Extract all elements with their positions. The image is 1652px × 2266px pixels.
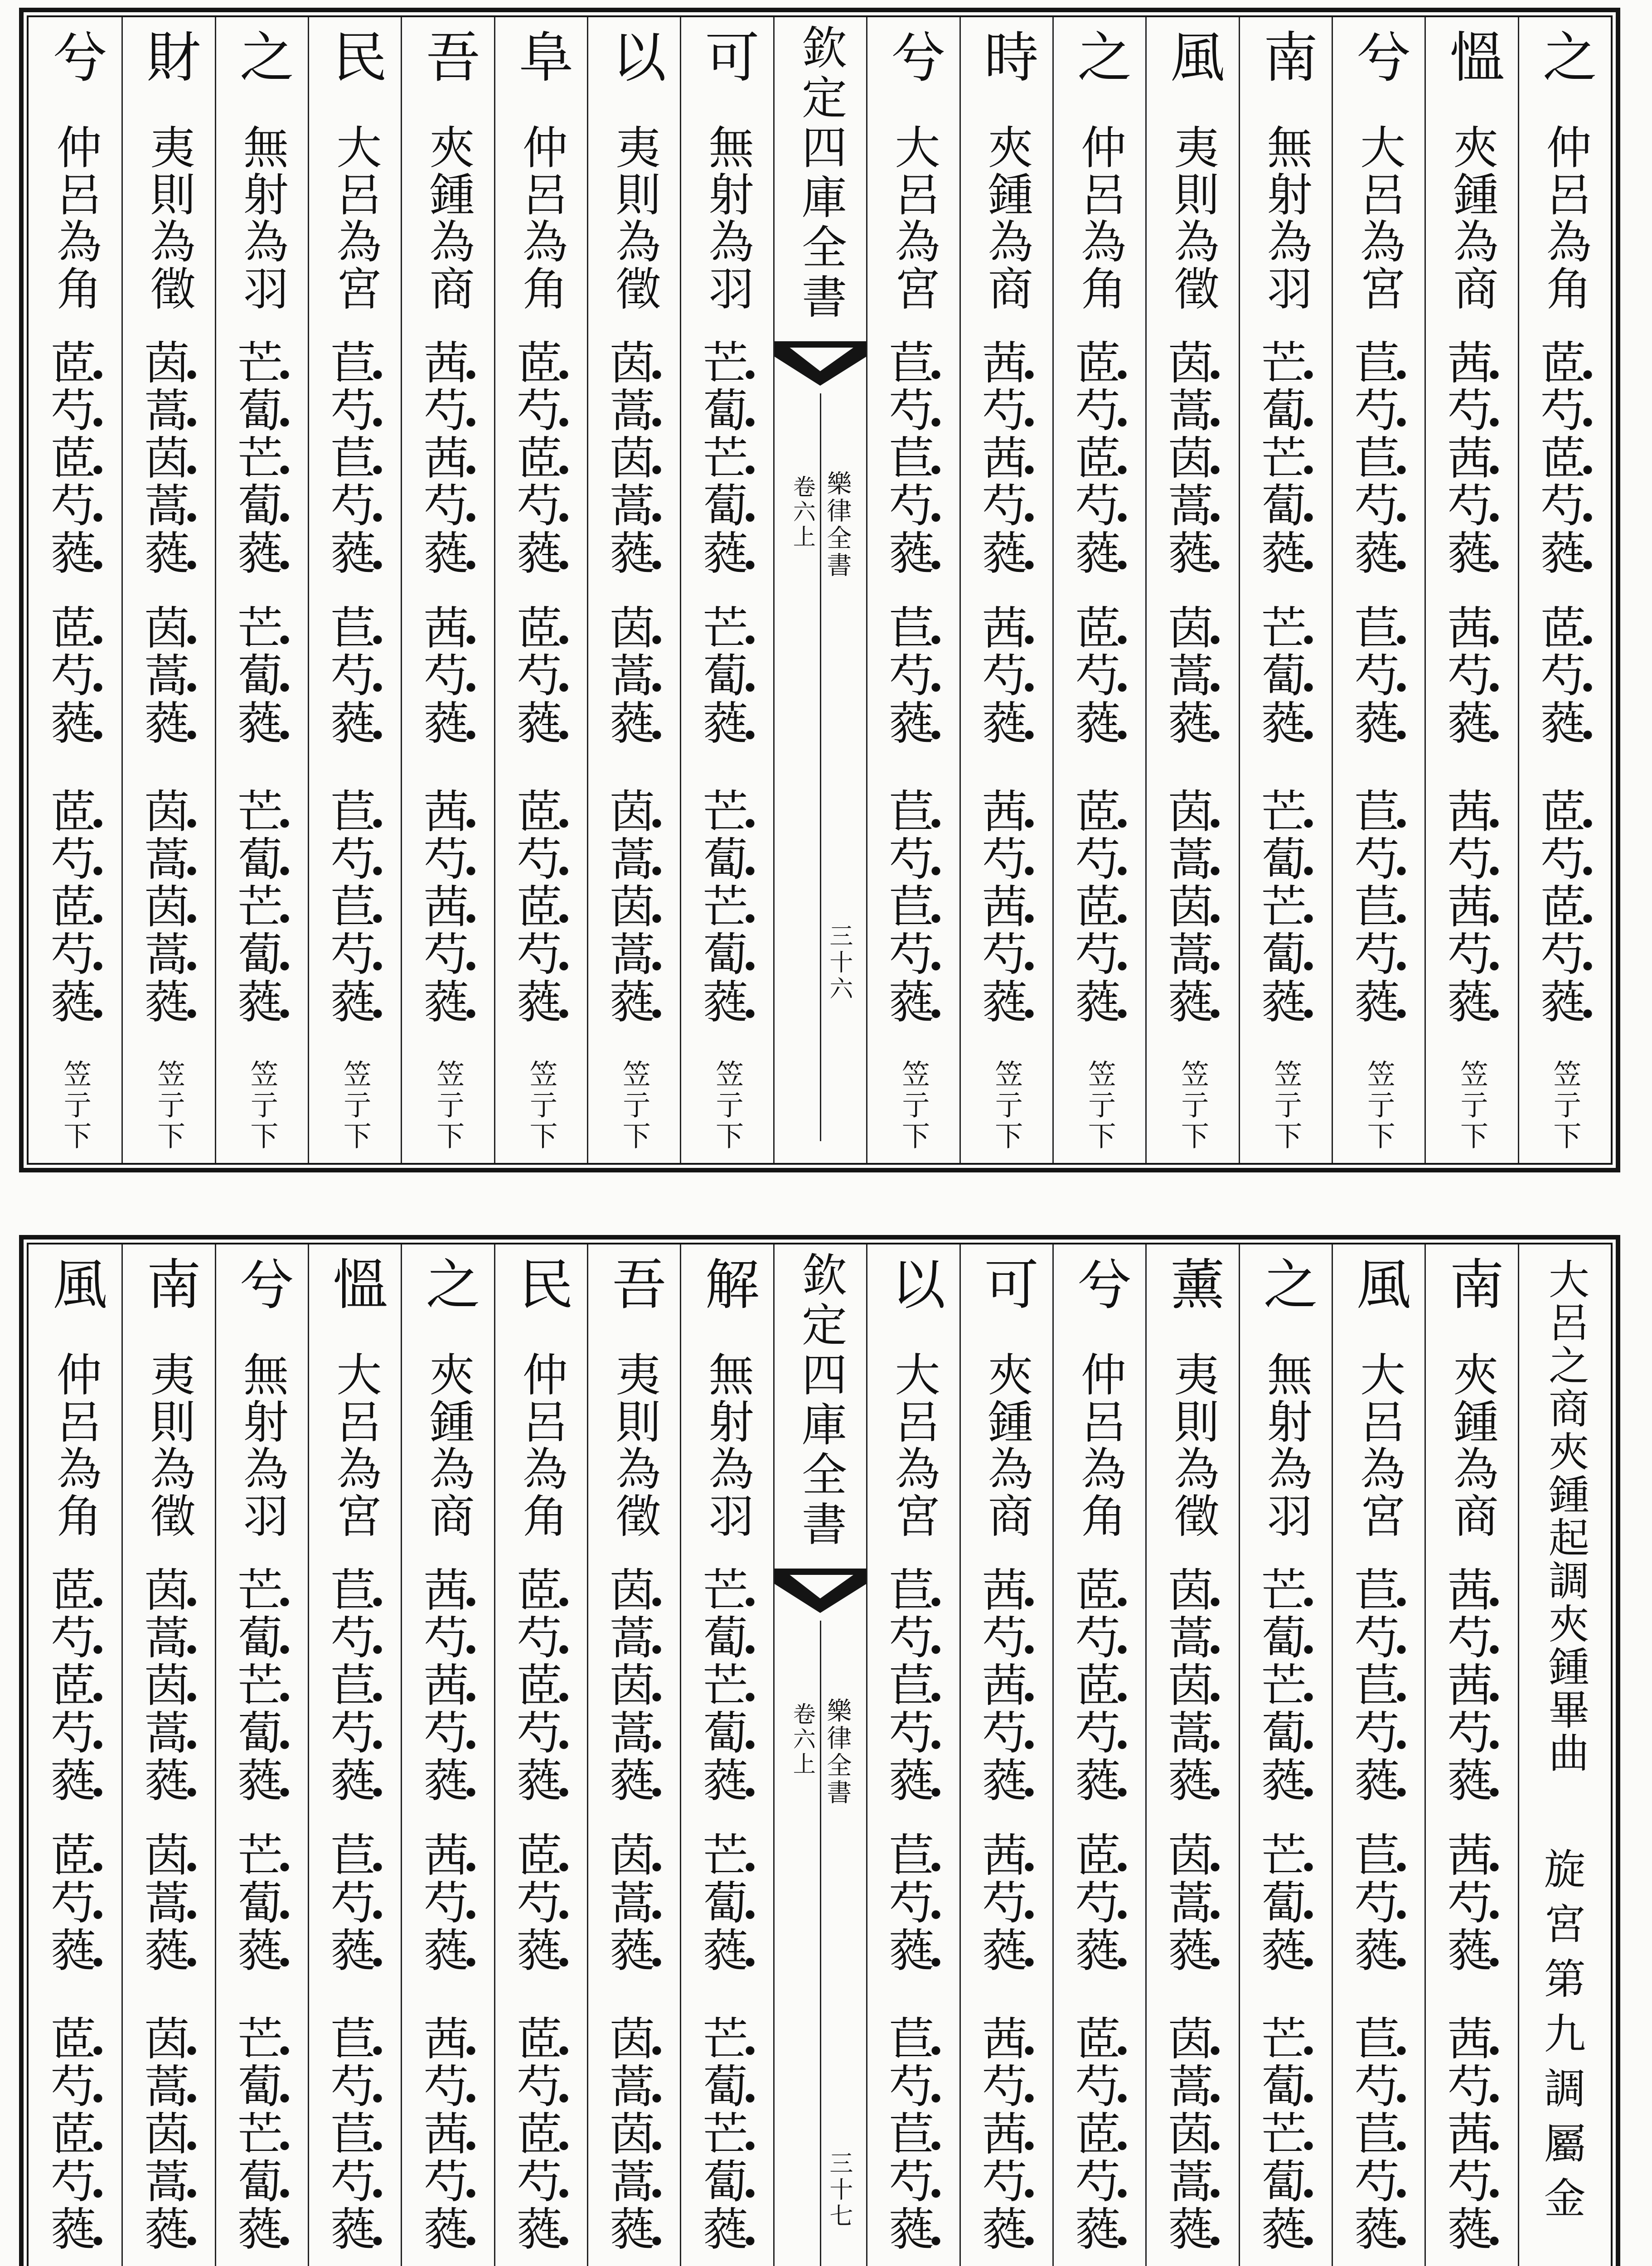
- notation-group: 芒蔔蕤: [233, 1831, 291, 1974]
- lyric-character: 兮: [1347, 29, 1411, 83]
- notation-group: 茝芍茝芍蕤: [513, 339, 570, 577]
- mode-label: 無射為羽: [701, 1351, 754, 1540]
- notation-footer: 笠亍下: [1176, 1060, 1210, 1152]
- lyric-character: 南: [1440, 1256, 1504, 1310]
- lyric-column: [1518, 17, 1611, 1163]
- notation-group: 苣芍苣芍蕤: [326, 788, 383, 1026]
- lyric-column: [1052, 1244, 1145, 2266]
- notation-group: 苣芍蕤: [1350, 1831, 1407, 1974]
- page-center-column: [773, 1244, 866, 2266]
- lyric-character: 兮: [882, 29, 945, 83]
- lyric-column: [1424, 1244, 1517, 2266]
- lyric-column: [215, 1244, 308, 2266]
- notation-group: 茝芍茝芍蕤: [47, 1566, 104, 1804]
- mode-label: 夷則為徵: [142, 124, 196, 312]
- mode-label: 仲呂為角: [48, 1351, 102, 1540]
- mode-heading-subtitle: 旋宮第九調屬金: [1537, 1847, 1586, 2231]
- mode-label: 無射為羽: [235, 1351, 289, 1540]
- column-grid: [29, 17, 1611, 1163]
- notation-group: 茵蒿蕤: [1164, 1831, 1221, 1974]
- lyric-column: [401, 1244, 494, 2266]
- mode-label: 夾鍾為商: [421, 124, 475, 312]
- mode-label: 無射為羽: [235, 124, 289, 312]
- lyric-column: [494, 1244, 587, 2266]
- mode-heading-column: [1518, 1244, 1611, 2266]
- lyric-character: 之: [1254, 1256, 1318, 1310]
- notation-group: 苣芍蕤: [885, 604, 942, 747]
- mode-label: 大呂為宮: [1352, 124, 1406, 312]
- notation-group: 苣芍苣芍蕤: [326, 2015, 383, 2253]
- lyric-character: 民: [324, 29, 387, 83]
- lyric-column: [401, 17, 494, 1163]
- notation-group: 苣芍苣芍蕤: [885, 788, 942, 1026]
- notation-footer: 笠亍下: [1362, 1060, 1396, 1152]
- volume-label: 卷六上: [789, 475, 816, 550]
- lyric-column: [29, 17, 121, 1163]
- notation-group: 茜芍蕤: [1443, 1831, 1500, 1974]
- folio-number: 三十六: [825, 924, 853, 1002]
- notation-group: 芒蔔芒蔔蕤: [699, 339, 756, 577]
- lyric-column: [1239, 17, 1332, 1163]
- mode-label: 仲呂為角: [514, 1351, 568, 1540]
- notation-group: 茵蒿蕤: [140, 604, 198, 747]
- lyric-column: [29, 1244, 121, 2266]
- notation-group: 苣芍苣芍蕤: [1350, 2015, 1407, 2253]
- notation-group: 茜芍蕤: [978, 604, 1035, 747]
- notation-footer: 笠亍下: [1455, 1060, 1489, 1152]
- notation-group: 茵蒿茵蒿蕤: [606, 2015, 663, 2253]
- notation-group: 苣芍蕤: [326, 1831, 383, 1974]
- notation-group: 茜芍茜芍蕤: [420, 2015, 477, 2253]
- fishtail-mark: [775, 341, 866, 387]
- notation-group: 茝芍蕤: [1536, 604, 1594, 747]
- notation-footer: 笠亍下: [618, 1060, 651, 1152]
- mode-label: 無射為羽: [1259, 124, 1313, 312]
- notation-group: 茜芍茜芍蕤: [420, 339, 477, 577]
- center-divider-line: [820, 393, 821, 1141]
- notation-group: 茜芍茜芍蕤: [1443, 2015, 1500, 2253]
- mode-label: 大呂為宮: [329, 1351, 382, 1540]
- notation-group: 芒蔔芒蔔蕤: [1257, 788, 1314, 1026]
- page-center-column: [773, 17, 866, 1163]
- mode-label: 大呂為宮: [329, 124, 382, 312]
- notation-group: 茜芍茜芍蕤: [978, 2015, 1035, 2253]
- lyric-character: 阜: [509, 29, 573, 83]
- book-series-title: 欽定四庫全書: [794, 1251, 847, 1550]
- mode-label: 大呂為宮: [887, 124, 940, 312]
- notation-group: 苣芍苣芍蕤: [326, 339, 383, 577]
- notation-footer: 笠亍下: [524, 1060, 558, 1152]
- lyric-character: 之: [1068, 29, 1132, 83]
- notation-group: 苣芍苣芍蕤: [1350, 1566, 1407, 1804]
- notation-group: 茝芍蕤: [47, 604, 104, 747]
- panel-inner-frame: [27, 1243, 1613, 2266]
- notation-group: 茝芍茝芍蕤: [513, 2015, 570, 2253]
- lyric-column: [959, 1244, 1052, 2266]
- mode-label: 夷則為徵: [1166, 1351, 1220, 1540]
- notation-group: 茝芍茝芍蕤: [47, 788, 104, 1026]
- lyric-character: 之: [230, 29, 294, 83]
- lyric-character: 民: [509, 1256, 573, 1310]
- lyric-character: 之: [1533, 29, 1597, 83]
- lyric-character: 南: [1254, 29, 1318, 83]
- notation-group: 茜芍蕤: [978, 1831, 1035, 1974]
- lyric-character: 慍: [1440, 29, 1504, 83]
- panel-inner-frame: [27, 15, 1613, 1165]
- notation-footer: 笠亍下: [431, 1060, 465, 1152]
- notation-group: 茝芍蕤: [1071, 1831, 1128, 1974]
- notation-group: 苣芍苣芍蕤: [885, 2015, 942, 2253]
- notation-group: 芒蔔蕤: [699, 604, 756, 747]
- lyric-character: 以: [882, 1256, 945, 1310]
- notation-group: 芒蔔芒蔔蕤: [233, 2015, 291, 2253]
- mode-label: 大呂為宮: [887, 1351, 940, 1540]
- notation-group: 茵蒿蕤: [140, 1831, 198, 1974]
- notation-group: 茝芍蕤: [47, 1831, 104, 1974]
- notation-footer: 笠亍下: [245, 1060, 279, 1152]
- lyric-column: [680, 1244, 773, 2266]
- lyric-column: [1239, 1244, 1332, 2266]
- notation-group: 芒蔔芒蔔蕤: [699, 1566, 756, 1804]
- notation-group: 芒蔔芒蔔蕤: [233, 788, 291, 1026]
- page-panel-upper: [19, 8, 1620, 1172]
- lyric-character: 時: [975, 29, 1038, 83]
- lyric-column: [1145, 1244, 1238, 2266]
- lyric-column: [866, 1244, 959, 2266]
- notation-group: 芒蔔芒蔔蕤: [699, 788, 756, 1026]
- notation-footer: 笠亍下: [897, 1060, 930, 1152]
- lyric-character: 兮: [44, 29, 107, 83]
- notation-footer: 笠亍下: [990, 1060, 1023, 1152]
- mode-label: 夷則為徵: [1166, 124, 1220, 312]
- notation-footer: 笠亍下: [1548, 1060, 1582, 1152]
- book-title: 樂律全書: [823, 1698, 852, 1806]
- mode-label: 夷則為徵: [142, 1351, 196, 1540]
- notation-group: 茝芍茝芍蕤: [1536, 788, 1594, 1026]
- mode-label: 仲呂為角: [514, 124, 568, 312]
- notation-group: 芒蔔蕤: [1257, 604, 1314, 747]
- book-title: 樂律全書: [823, 470, 852, 579]
- notation-group: 芒蔔芒蔔蕤: [233, 339, 291, 577]
- notation-group: 茵蒿茵蒿蕤: [606, 788, 663, 1026]
- notation-group: 茵蒿茵蒿蕤: [140, 339, 198, 577]
- notation-group: 芒蔔蕤: [1257, 1831, 1314, 1974]
- lyric-column: [587, 1244, 680, 2266]
- notation-group: 茝芍蕤: [513, 604, 570, 747]
- lyric-column: [587, 17, 680, 1163]
- lyric-column: [680, 17, 773, 1163]
- notation-group: 芒蔔芒蔔蕤: [1257, 1566, 1314, 1804]
- lyric-column: [1052, 17, 1145, 1163]
- notation-group: 茜芍茜芍蕤: [1443, 339, 1500, 577]
- page-panel-lower: [19, 1235, 1620, 2266]
- lyric-column: [215, 17, 308, 1163]
- center-divider-line: [820, 1621, 821, 2266]
- lyric-character: 吾: [603, 1256, 666, 1310]
- notation-group: 茝芍蕤: [513, 1831, 570, 1974]
- lyric-column: [1145, 17, 1238, 1163]
- mode-label: 仲呂為角: [1073, 124, 1127, 312]
- lyric-column: [308, 1244, 401, 2266]
- notation-footer: 笠亍下: [58, 1060, 92, 1152]
- notation-group: 苣芍蕤: [885, 1831, 942, 1974]
- notation-group: 茜芍蕤: [420, 1831, 477, 1974]
- notation-group: 苣芍苣芍蕤: [1350, 339, 1407, 577]
- notation-group: 茝芍茝芍蕤: [513, 1566, 570, 1804]
- fishtail-mark: [775, 1569, 866, 1614]
- folio-number: 三十七: [825, 2151, 853, 2230]
- notation-group: 苣芍蕤: [326, 604, 383, 747]
- mode-label: 夾鍾為商: [421, 1351, 475, 1540]
- mode-label: 夾鍾為商: [980, 124, 1033, 312]
- lyric-character: 慍: [324, 1256, 387, 1310]
- mode-heading-title: 大呂之商夾鍾起調夾鍾畢曲: [1541, 1258, 1589, 1775]
- mode-label: 夾鍾為商: [1445, 1351, 1499, 1540]
- notation-group: 茜芍蕤: [1443, 604, 1500, 747]
- notation-group: 茵蒿蕤: [606, 1831, 663, 1974]
- notation-group: 茵蒿蕤: [606, 604, 663, 747]
- notation-group: 茵蒿茵蒿蕤: [1164, 788, 1221, 1026]
- notation-footer: 笠亍下: [152, 1060, 186, 1152]
- lyric-character: 財: [137, 29, 201, 83]
- notation-footer: 笠亍下: [711, 1060, 744, 1152]
- column-grid: [29, 1244, 1611, 2266]
- lyric-character: 風: [1347, 1256, 1411, 1310]
- notation-group: 茜芍蕤: [420, 604, 477, 747]
- notation-group: 茜芍茜芍蕤: [978, 1566, 1035, 1804]
- notation-group: 芒蔔芒蔔蕤: [1257, 339, 1314, 577]
- notation-group: 茝芍茝芍蕤: [513, 788, 570, 1026]
- notation-group: 茝芍茝芍蕤: [1071, 339, 1128, 577]
- notation-group: 芒蔔芒蔔蕤: [1257, 2015, 1314, 2253]
- notation-group: 茜芍茜芍蕤: [1443, 1566, 1500, 1804]
- notation-group: 苣芍苣芍蕤: [1350, 788, 1407, 1026]
- notation-group: 茝芍茝芍蕤: [1071, 788, 1128, 1026]
- lyric-column: [1424, 17, 1517, 1163]
- notation-group: 茝芍蕤: [1071, 604, 1128, 747]
- notation-group: 芒蔔蕤: [233, 604, 291, 747]
- notation-group: 茜芍茜芍蕤: [420, 788, 477, 1026]
- notation-group: 苣芍苣芍蕤: [885, 339, 942, 577]
- lyric-character: 可: [975, 1256, 1038, 1310]
- mode-label: 夾鍾為商: [1445, 124, 1499, 312]
- lyric-character: 兮: [230, 1256, 294, 1310]
- notation-group: 茵蒿茵蒿蕤: [140, 788, 198, 1026]
- lyric-character: 之: [417, 1256, 480, 1310]
- lyric-column: [494, 17, 587, 1163]
- lyric-column: [866, 17, 959, 1163]
- notation-footer: 笠亍下: [339, 1060, 372, 1152]
- notation-group: 芒蔔蕤: [699, 1831, 756, 1974]
- lyric-character: 以: [603, 29, 666, 83]
- lyric-character: 解: [696, 1256, 759, 1310]
- lyric-character: 南: [137, 1256, 201, 1310]
- notation-group: 茝芍茝芍蕤: [47, 2015, 104, 2253]
- lyric-character: 兮: [1068, 1256, 1132, 1310]
- notation-group: 茵蒿茵蒿蕤: [606, 339, 663, 577]
- mode-label: 仲呂為角: [1073, 1351, 1127, 1540]
- notation-group: 茜芍茜芍蕤: [978, 788, 1035, 1026]
- notation-group: 苣芍苣芍蕤: [885, 1566, 942, 1804]
- lyric-column: [121, 17, 214, 1163]
- lyric-character: 風: [44, 1256, 107, 1310]
- notation-group: 茜芍茜芍蕤: [420, 1566, 477, 1804]
- notation-group: 茵蒿茵蒿蕤: [140, 2015, 198, 2253]
- notation-group: 茝芍茝芍蕤: [1071, 2015, 1128, 2253]
- mode-label: 仲呂為角: [48, 124, 102, 312]
- book-series-title: 欽定四庫全書: [794, 24, 847, 323]
- notation-group: 芒蔔芒蔔蕤: [699, 2015, 756, 2253]
- lyric-column: [121, 1244, 214, 2266]
- mode-label: 無射為羽: [701, 124, 754, 312]
- notation-group: 苣芍蕤: [1350, 604, 1407, 747]
- mode-label: 仲呂為角: [1538, 124, 1592, 312]
- notation-group: 茜芍茜芍蕤: [978, 339, 1035, 577]
- mode-label: 夾鍾為商: [980, 1351, 1033, 1540]
- lyric-column: [1332, 1244, 1424, 2266]
- lyric-character: 吾: [417, 29, 480, 83]
- lyric-column: [308, 17, 401, 1163]
- mode-label: 大呂為宮: [1352, 1351, 1406, 1540]
- notation-group: 茜芍茜芍蕤: [1443, 788, 1500, 1026]
- notation-group: 茵蒿茵蒿蕤: [1164, 1566, 1221, 1804]
- lyric-column: [1332, 17, 1424, 1163]
- mode-label: 夷則為徵: [608, 124, 661, 312]
- notation-group: 茵蒿茵蒿蕤: [140, 1566, 198, 1804]
- notation-group: 茵蒿茵蒿蕤: [606, 1566, 663, 1804]
- lyric-character: 風: [1161, 29, 1225, 83]
- notation-group: 茵蒿蕤: [1164, 604, 1221, 747]
- notation-group: 茵蒿茵蒿蕤: [1164, 2015, 1221, 2253]
- notation-group: 茝芍茝芍蕤: [1536, 339, 1594, 577]
- lyric-character: 可: [696, 29, 759, 83]
- lyric-character: 薰: [1161, 1256, 1225, 1310]
- notation-group: 茵蒿茵蒿蕤: [1164, 339, 1221, 577]
- mode-label: 無射為羽: [1259, 1351, 1313, 1540]
- notation-footer: 笠亍下: [1083, 1060, 1117, 1152]
- notation-group: 苣芍苣芍蕤: [326, 1566, 383, 1804]
- notation-group: 茝芍茝芍蕤: [1071, 1566, 1128, 1804]
- notation-footer: 笠亍下: [1269, 1060, 1303, 1152]
- volume-label: 卷六上: [789, 1702, 816, 1777]
- mode-label: 夷則為徵: [608, 1351, 661, 1540]
- lyric-column: [959, 17, 1052, 1163]
- notation-group: 芒蔔芒蔔蕤: [233, 1566, 291, 1804]
- notation-group: 茝芍茝芍蕤: [47, 339, 104, 577]
